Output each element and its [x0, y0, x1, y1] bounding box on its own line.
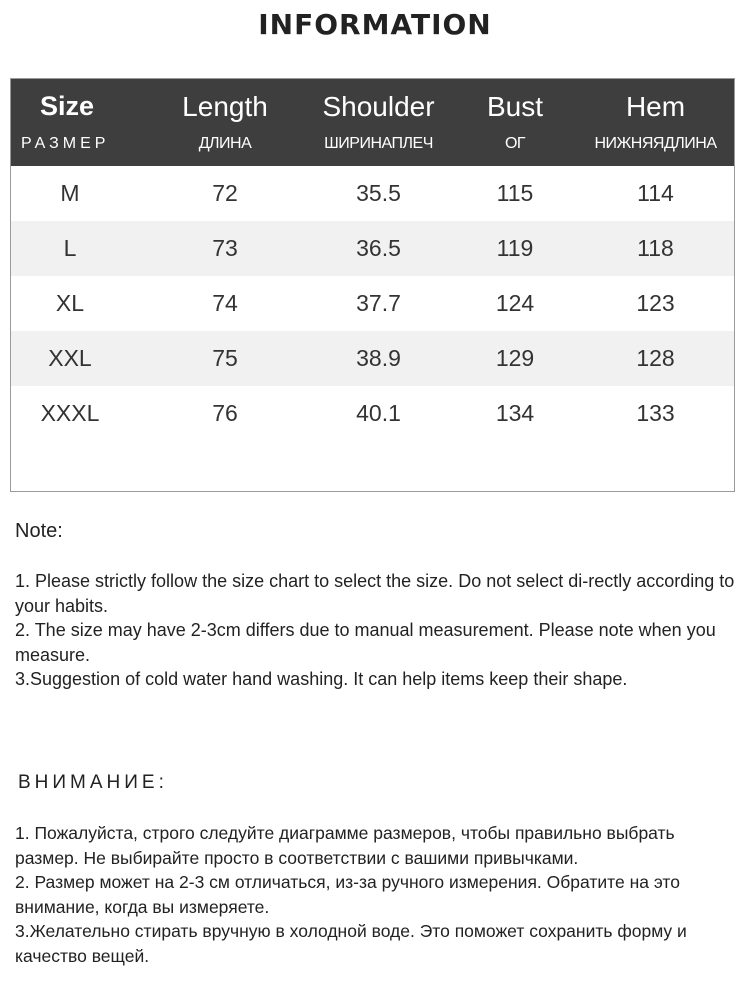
cell-shoulder: 35.5: [356, 180, 401, 206]
cell-hem: 133: [636, 400, 675, 426]
cell-bust: 115: [496, 180, 534, 206]
note-ru-item: 2. Размер может на 2-3 см отличаться, из-за ручного измерения. Обратите на это внимание, когда вы измеряете.: [15, 872, 680, 917]
note-item: 1. Please strictly follow the size chart to select the size. Do not select di-rectly according to your habits.: [15, 571, 735, 616]
table-row: [11, 221, 734, 276]
header-size: [11, 79, 129, 166]
note-title: Note:: [15, 520, 63, 542]
table-row: [11, 276, 734, 331]
cell-length: 76: [212, 400, 238, 426]
table-row: [11, 386, 734, 441]
table-header: [11, 79, 734, 166]
table-row: [11, 331, 734, 386]
cell-size: L: [63, 235, 77, 261]
header-length-en: Length: [182, 91, 268, 122]
cell-hem: 118: [637, 235, 674, 261]
header-shoulder-en: Shoulder: [322, 91, 435, 122]
cell-size: XL: [55, 290, 85, 316]
header-hem-en: Hem: [625, 91, 686, 122]
cell-length: 72: [212, 180, 238, 206]
cell-length: 75: [212, 345, 238, 371]
header-hem: [578, 79, 733, 166]
header-bust: [449, 79, 581, 166]
cell-shoulder: 38.9: [356, 345, 401, 371]
cell-hem: 114: [637, 180, 674, 206]
cell-bust: 129: [495, 345, 535, 371]
size-chart-table: [10, 78, 735, 492]
cell-shoulder: 37.7: [356, 290, 401, 316]
header-size-en: Size: [40, 91, 95, 121]
header-shoulder: [301, 79, 456, 166]
note-ru-list: [15, 821, 735, 968]
cell-shoulder: 36.5: [356, 235, 401, 261]
header-length: [151, 79, 299, 166]
header-bust-en: Bust: [486, 91, 544, 122]
cell-bust: 119: [496, 235, 534, 261]
cell-size: XXL: [48, 345, 92, 371]
header-size-ru: РАЗМЕР: [21, 135, 110, 152]
cell-size: XXXL: [40, 400, 100, 426]
note-item: 3.Suggestion of cold water hand washing. It can help items keep their shape.: [15, 669, 628, 689]
header-shoulder-ru: ШИРИНАПЛЕЧ: [324, 135, 433, 152]
cell-bust: 124: [495, 290, 535, 316]
header-length-ru: ДЛИНА: [198, 135, 252, 152]
note-ru-title: ВНИМАНИЕ:: [18, 772, 168, 793]
cell-size: M: [60, 180, 80, 206]
note-ru-item: 3.Желательно стирать вручную в холодной воде. Это поможет сохранить форму и качество вещей.: [15, 921, 687, 966]
cell-hem: 123: [636, 290, 675, 316]
table-row: [11, 166, 734, 221]
cell-length: 73: [212, 235, 238, 261]
cell-length: 74: [212, 290, 238, 316]
note-list: [15, 569, 735, 692]
header-bust-ru: ОГ: [504, 135, 526, 152]
page-title: INFORMATION: [258, 8, 492, 41]
note-item: 2. The size may have 2-3cm differs due to manual measurement. Please note when you measure.: [15, 620, 716, 665]
cell-hem: 128: [636, 345, 675, 371]
cell-shoulder: 40.1: [356, 400, 401, 426]
header-hem-ru: НИЖНЯЯДЛИНА: [594, 135, 717, 152]
note-ru-item: 1. Пожалуйста, строго следуйте диаграмме размеров, чтобы правильно выбрать размер. Не выбирайте просто в соответствии с вашими привычками.: [15, 823, 675, 868]
cell-bust: 134: [495, 400, 535, 426]
